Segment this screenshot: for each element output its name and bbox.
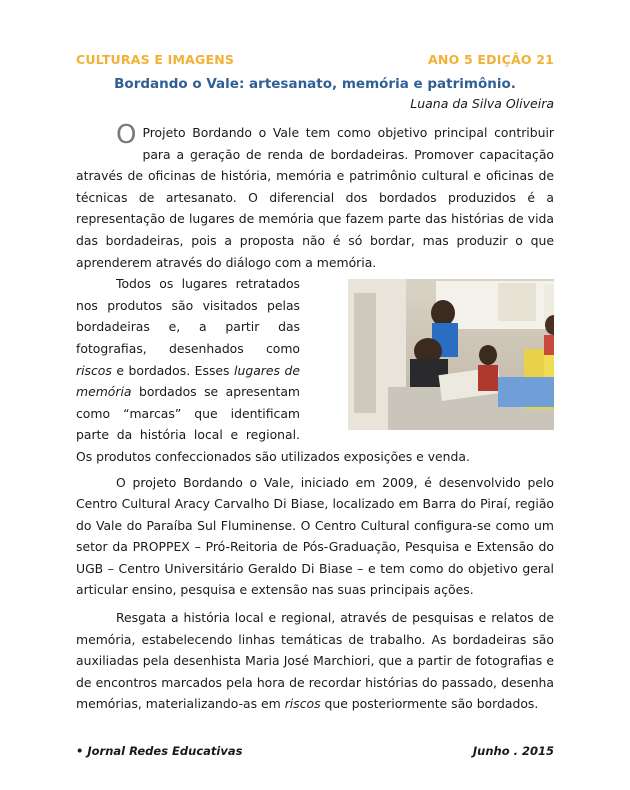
paragraph-4: [76, 607, 554, 715]
paragraph-1-text: Projeto Bordando o Vale tem como objetivo principal contribuir para a geração de renda de bordadeiras. Promover capacitação através de oficinas de história, memória e patrimônio cultural e oficinas de técnicas de artesanato. O diferencial dos bordados produzidos é a representação de lugares de memória que fazem parte das histórias de vida das bordadeiras, pois a proposta não é só bordar, mas produzir o que aprenderem através do diálogo com a memória.: [76, 125, 554, 270]
paragraph-4-em: riscos: [284, 696, 321, 712]
paragraph-3: O projeto Bordando o Vale, iniciado em 2009, é desenvolvido pelo Centro Cultural Aracy Carvalho Di Biase, localizado em Barra do Piraí, região do Vale do Paraíba Sul Fluminense. O Centro Cultural configura-se como um setor da PROPPEX – Pró-Reitoria de Pós-Graduação, Pesquisa e Extensão do UGB – Centro Universitário Geraldo Di Biase – e tem como do objetivo geral articular ensino, pesquisa e extensão nas suas principais ações.: [76, 474, 554, 598]
issue-label: ANO 5 EDIÇÃO 21: [428, 52, 554, 67]
paragraph-4-text-a: Resgata a história local e regional, através de pesquisas e relatos de memória, estabelecendo linhas temáticas de trabalho. As bordadeiras são auxiliadas pela desenhista Maria José Marchiori, que a partir de fotografias e de encontros marcados pela hora de recordar histórias do passado, desenha memórias, materializando-as em: [76, 610, 554, 712]
drop-cap: O: [116, 120, 137, 150]
paragraph-2-text-a: Todos os lugares retratados nos produtos são visitados pelas bordadeiras e, a partir das fotografias, desenhados como: [76, 276, 300, 356]
paragraph-2-text-c: bordados se apresentam como “marcas” que identificam parte da história local e regional. Os produtos confeccionados são utilizados exposições e venda.: [76, 384, 470, 464]
paragraph-2-em-1: riscos: [76, 362, 112, 378]
footer-date: Junho . 2015: [472, 744, 554, 758]
article-title: Bordando o Vale: artesanato, memória e patrimônio.: [114, 76, 516, 92]
paragraph-2-em-2: lugares de memória: [76, 362, 300, 400]
page-header: [76, 52, 554, 70]
section-label: CULTURAS E IMAGENS: [76, 52, 235, 67]
article-body: [76, 120, 554, 715]
paragraph-4-text-b: que posteriormente são bordados.: [324, 696, 539, 712]
paragraph-2-text-b: e bordados. Esses: [116, 362, 230, 378]
article-author: Luana da Silva Oliveira: [410, 96, 554, 111]
paragraph-1: [76, 120, 554, 273]
embroiderers-photo: [308, 279, 554, 430]
paragraph-2: [76, 273, 554, 467]
footer-journal: • Jornal Redes Educativas: [76, 744, 243, 758]
classroom-photo-image: [348, 279, 554, 430]
